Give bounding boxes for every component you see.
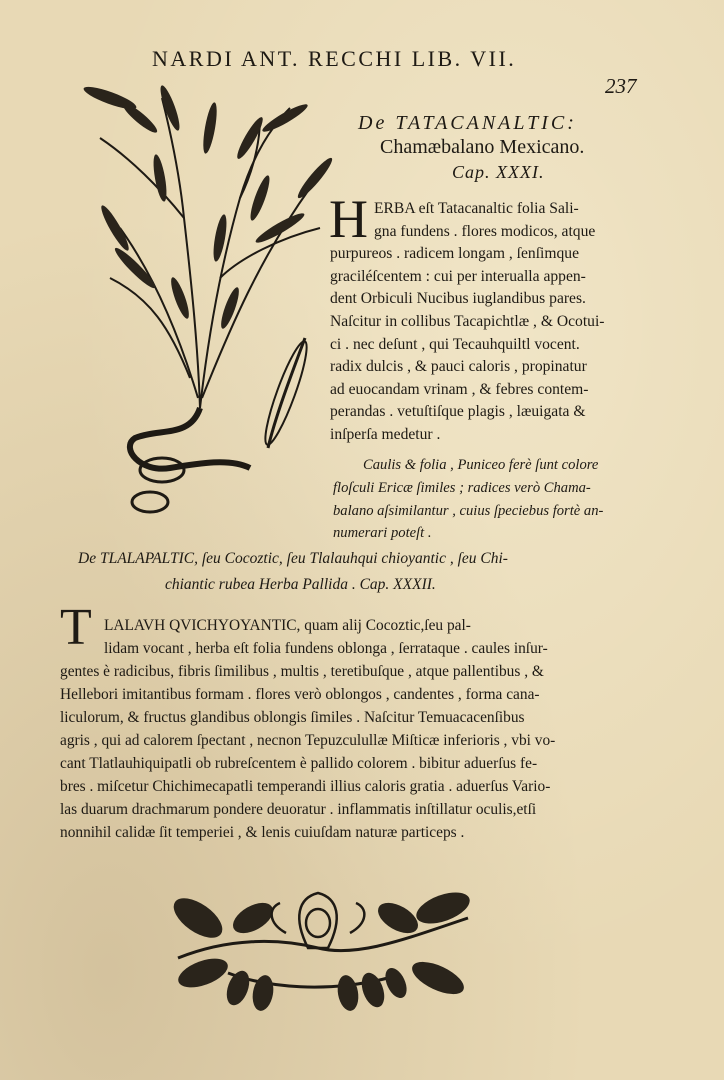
page-number: 237 [605, 74, 637, 98]
body-line: radix dulcis , & pauci caloris , propinatur [330, 358, 587, 376]
chapter-32-body [60, 614, 630, 844]
body-line: gna fundens . flores modicos, atque [374, 222, 596, 240]
body-line: graciléſcentem : cui per interualla appen- [330, 267, 586, 285]
body-line: ERBA eſt Tatacanaltic folia Sali- [374, 200, 579, 217]
note-line: numerari poteſt . [333, 525, 432, 542]
body-line: ci . nec deſunt , qui Tecauhquiltl vocent. [330, 335, 580, 353]
body-line: LALAVH QVICHYOYANTIC, quam alij Cocoztic,ſeu pal- [104, 617, 471, 634]
chapter-31-number: Cap. XXXI. [452, 162, 545, 182]
chapter-32-subtitle: chiantic rubea Herba Pallida . Cap. XXXII. [165, 576, 436, 593]
chapter-32-title: De TLALAPALTIC, ſeu Cocoztic, ſeu Tlalauhqui chioyantic , ſeu Chi- [78, 550, 508, 567]
body-line: las duarum drachmarum pondere deuoratur . inflammatis inſtillatur oculis,etſi [60, 801, 537, 818]
woodcut-plant-tlalauhqui-icon [168, 878, 478, 1018]
woodcut-plant-chamaebalano-icon [80, 78, 340, 518]
body-line: inſperſa medetur . [330, 425, 441, 443]
body-line: Naſcitur in collibus Tacapichtlæ , & Ocotui- [330, 312, 605, 330]
body-line: Hellebori imitantibus formam . flores verò oblongos , candentes , forma cana- [60, 686, 540, 703]
chapter-31-subtitle: Chamæbalano Mexicano. [380, 136, 585, 158]
running-header: NARDI ANT. RECCHI LIB. VII. [152, 46, 517, 71]
body-line: lidam vocant , herba eſt folia fundens oblonga , ſerrataque . caules inſur- [104, 640, 548, 657]
body-line: nonnihil calidæ ſit temperiei , & lenis cuiuſdam naturæ particeps . [60, 824, 465, 841]
body-line: cant Tlatlauhiquipatli ob rubreſcentem è pallido colorem . bibitur aduerſus fe- [60, 755, 538, 772]
body-line: dent Orbiculi Nucibus iuglandibus pares. [330, 290, 586, 308]
body-line: purpureos . radicem longam , ſenſimque [330, 245, 579, 263]
body-line: perandas . vetuſtiſque plagis , læuigata & [330, 403, 586, 421]
chapter-31-title: De TATACANALTIC: [358, 112, 577, 134]
chapter-32-dropcap: T [60, 599, 92, 656]
body-line: ad euocandam vrinam , & febres contem- [330, 380, 589, 398]
note-line: floſculi Ericæ ſimiles ; radices verò Chama- [333, 479, 591, 496]
chapter-31-body [329, 189, 640, 447]
note-line: Caulis & folia , Puniceo ferè ſunt colore [363, 457, 599, 473]
body-line: liculorum, & fructus glandibus oblongis ſimiles . Naſcitur Temuacacenſibus [60, 709, 525, 726]
body-line: bres . miſcetur Chichimecapatli temperandi illius caloris gratia . aduerſus Vario- [60, 778, 551, 795]
note-line: balano aſsimilantur , cuius ſpeciebus fortè an- [333, 502, 604, 519]
chapter-31-note [333, 454, 633, 545]
body-line: gentes è radicibus, fibris ſimilibus , multis , teretibuſque , atque pallentibus , & [60, 663, 544, 680]
body-line: agris , qui ad calorem ſpectant , necnon Tepuzculullæ Miſticæ inferioris , vbi vo- [60, 732, 556, 749]
chapter-31-dropcap: H [329, 189, 368, 249]
